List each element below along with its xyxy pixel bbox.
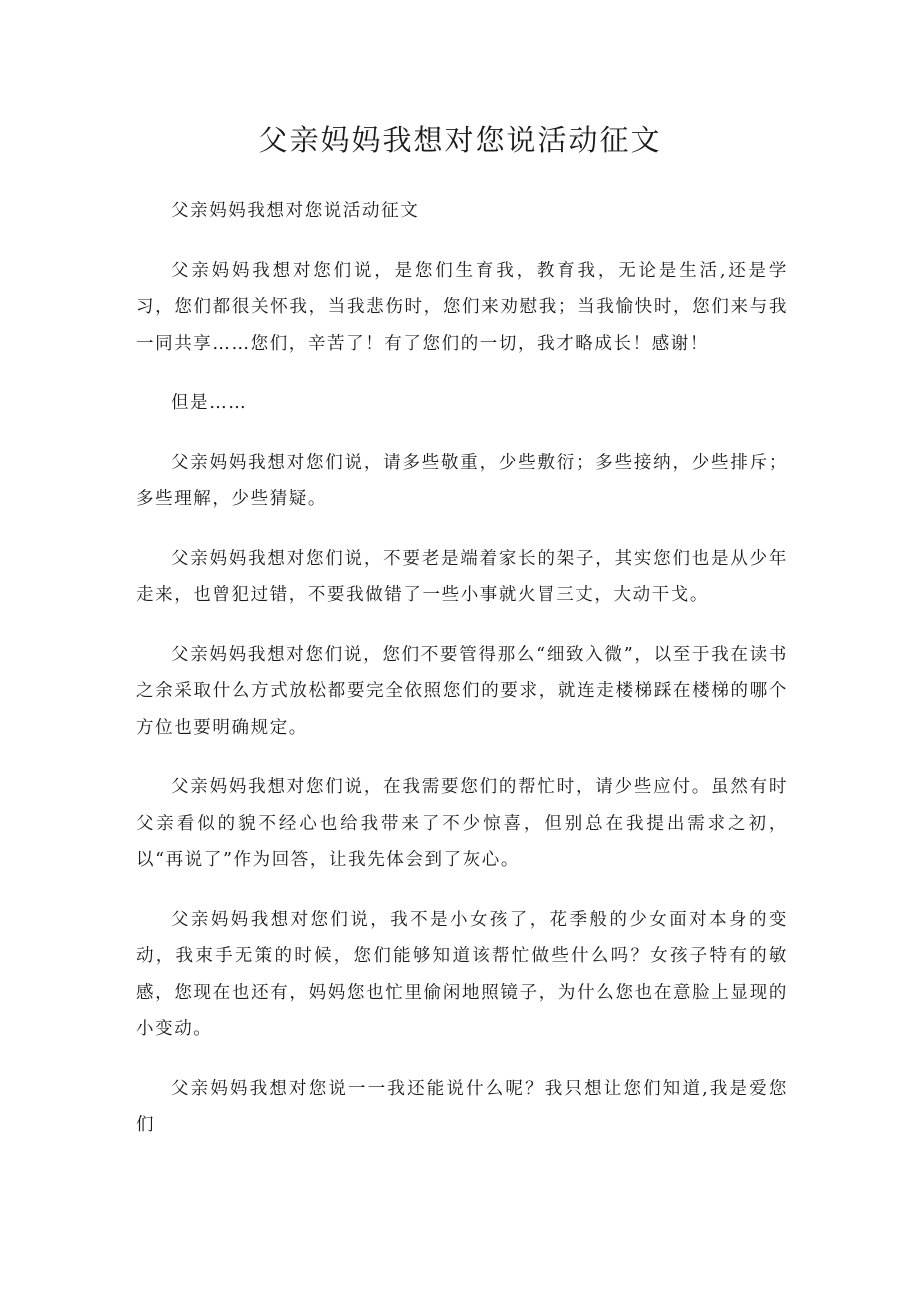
- paragraph: 父亲妈妈我想对您说一一我还能说什么呢？我只想让您们知道,我是爱您们: [136, 1078, 788, 1135]
- paragraph-subtitle: 父亲妈妈我想对您说活动征文: [171, 201, 420, 221]
- paragraph: 父亲妈妈我想对您们说，在我需要您们的帮忙时，请少些应付。虽然有时父亲看似的貌不经心也给我带来了不少惊喜，但别总在我提出需求之初，以“再说了”作为回答，让我先体会到了灰心。: [136, 777, 788, 870]
- paragraph: 父亲妈妈我想对您们说，我不是小女孩了，花季般的少女面对本身的变动，我束手无策的时候，您们能够知道该帮忙做些什么吗？女孩子特有的敏感，您现在也还有，妈妈您也忙里偷闲地照镜子，为什么您也在意脸上显现的小变动。: [136, 909, 788, 1039]
- paragraph: 父亲妈妈我想对您们说，您们不要管得那么“细致入微”，以至于我在读书之余采取什么方式放松都要完全依照您们的要求，就连走楼梯踩在楼梯的哪个方位也要明确规定。: [136, 644, 788, 738]
- paragraph: 父亲妈妈我想对您们说，请多些敬重，少些敷衍；多些接纳，少些排斥；多些理解，少些猜疑。: [136, 452, 788, 509]
- paragraph: 父亲妈妈我想对您们说，是您们生育我，教育我，无论是生活,还是学习，您们都很关怀我，当我悲伤时，您们来劝慰我；当我愉快时，您们来与我一同共享……您们，辛苦了！有了您们的一切，我才略成长！感谢！: [136, 260, 788, 354]
- paragraph: 父亲妈妈我想对您们说，不要老是端着家长的架子，其实您们也是从少年走来，也曾犯过错，不要我做错了一些小事就火冒三丈，大动干戈。: [136, 548, 788, 605]
- document-body: [136, 193, 788, 1167]
- document-title: 父亲妈妈我想对您说活动征文: [258, 123, 662, 157]
- paragraph: 但是……: [171, 393, 248, 413]
